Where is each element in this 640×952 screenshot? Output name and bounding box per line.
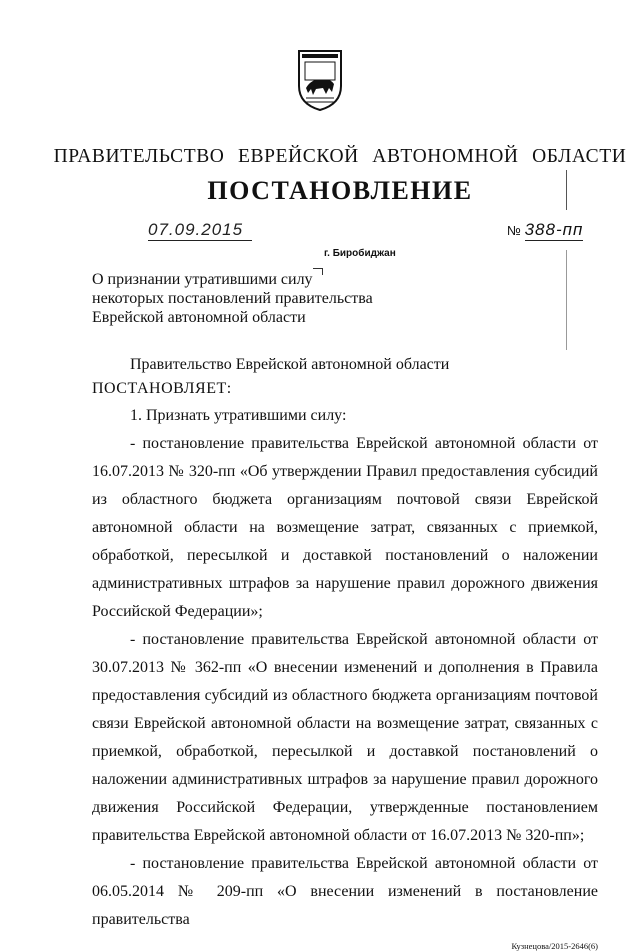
subject-line: О признании утратившими силу [92, 271, 313, 288]
scan-mark [566, 250, 567, 350]
document-flow [92, 402, 598, 952]
corner-mark [313, 268, 323, 275]
document-body [92, 402, 598, 934]
city: г. Биробиджан [324, 248, 396, 259]
intro-text: Правительство Еврейской автономной области [130, 356, 450, 373]
resolves-heading: ПОСТАНОВЛЯЕТ: [92, 380, 232, 397]
number-label: № [507, 223, 521, 238]
paragraph: - постановление правительства Еврейской автономной области от 16.07.2013 № 320-пп «Об утверждении Правил предоставления субсидий из областного бюджета организациям почтовой связи Еврейской автономной области на возмещение затрат, связанных с приемкой, обработкой, пересылкой и доставкой постановлений о наложении административных штрафов за нарушение правил дорожного движения Российской Федерации»; [92, 435, 598, 620]
coat-of-arms-icon [296, 48, 344, 112]
paragraph: - постановление правительства Еврейской автономной области от 30.07.2013 № 362-пп «О внесении изменений и дополнения в Правила предоставления субсидий из областного бюджета организациям почтовой связи Еврейской автономной области на возмещение затрат, связанных с приемкой, обработкой, пересылкой и доставкой постановлений о наложении административных штрафов за нарушение правил дорожного движения Российской Федерации, утвержденные постановлением правительства Еврейской автономной области от 16.07.2013 № 320-пп»; [92, 631, 598, 844]
government-name: ПРАВИТЕЛЬСТВО ЕВРЕЙСКОЙ АВТОНОМНОЙ ОБЛАСТИ [53, 146, 627, 167]
footer-reference: Кузнецова/2015-2646(6) [511, 941, 598, 951]
document-type: ПОСТАНОВЛЕНИЕ [207, 176, 473, 205]
number-value: 388-пп [524, 220, 584, 239]
paragraph: 1. Признать утратившими силу: [130, 407, 347, 424]
document-subject [92, 270, 412, 327]
document-number [507, 220, 583, 241]
subject-line: некоторых постановлений правительства [92, 290, 373, 307]
subject-line: Еврейской автономной области [92, 309, 306, 326]
paragraph: - постановление правительства Еврейской автономной области от 06.05.2014 № 209-пп «О внесении изменений в постановление правительства [92, 855, 598, 928]
scan-mark [566, 170, 567, 210]
document-date: 07.09.2015 [148, 220, 252, 241]
